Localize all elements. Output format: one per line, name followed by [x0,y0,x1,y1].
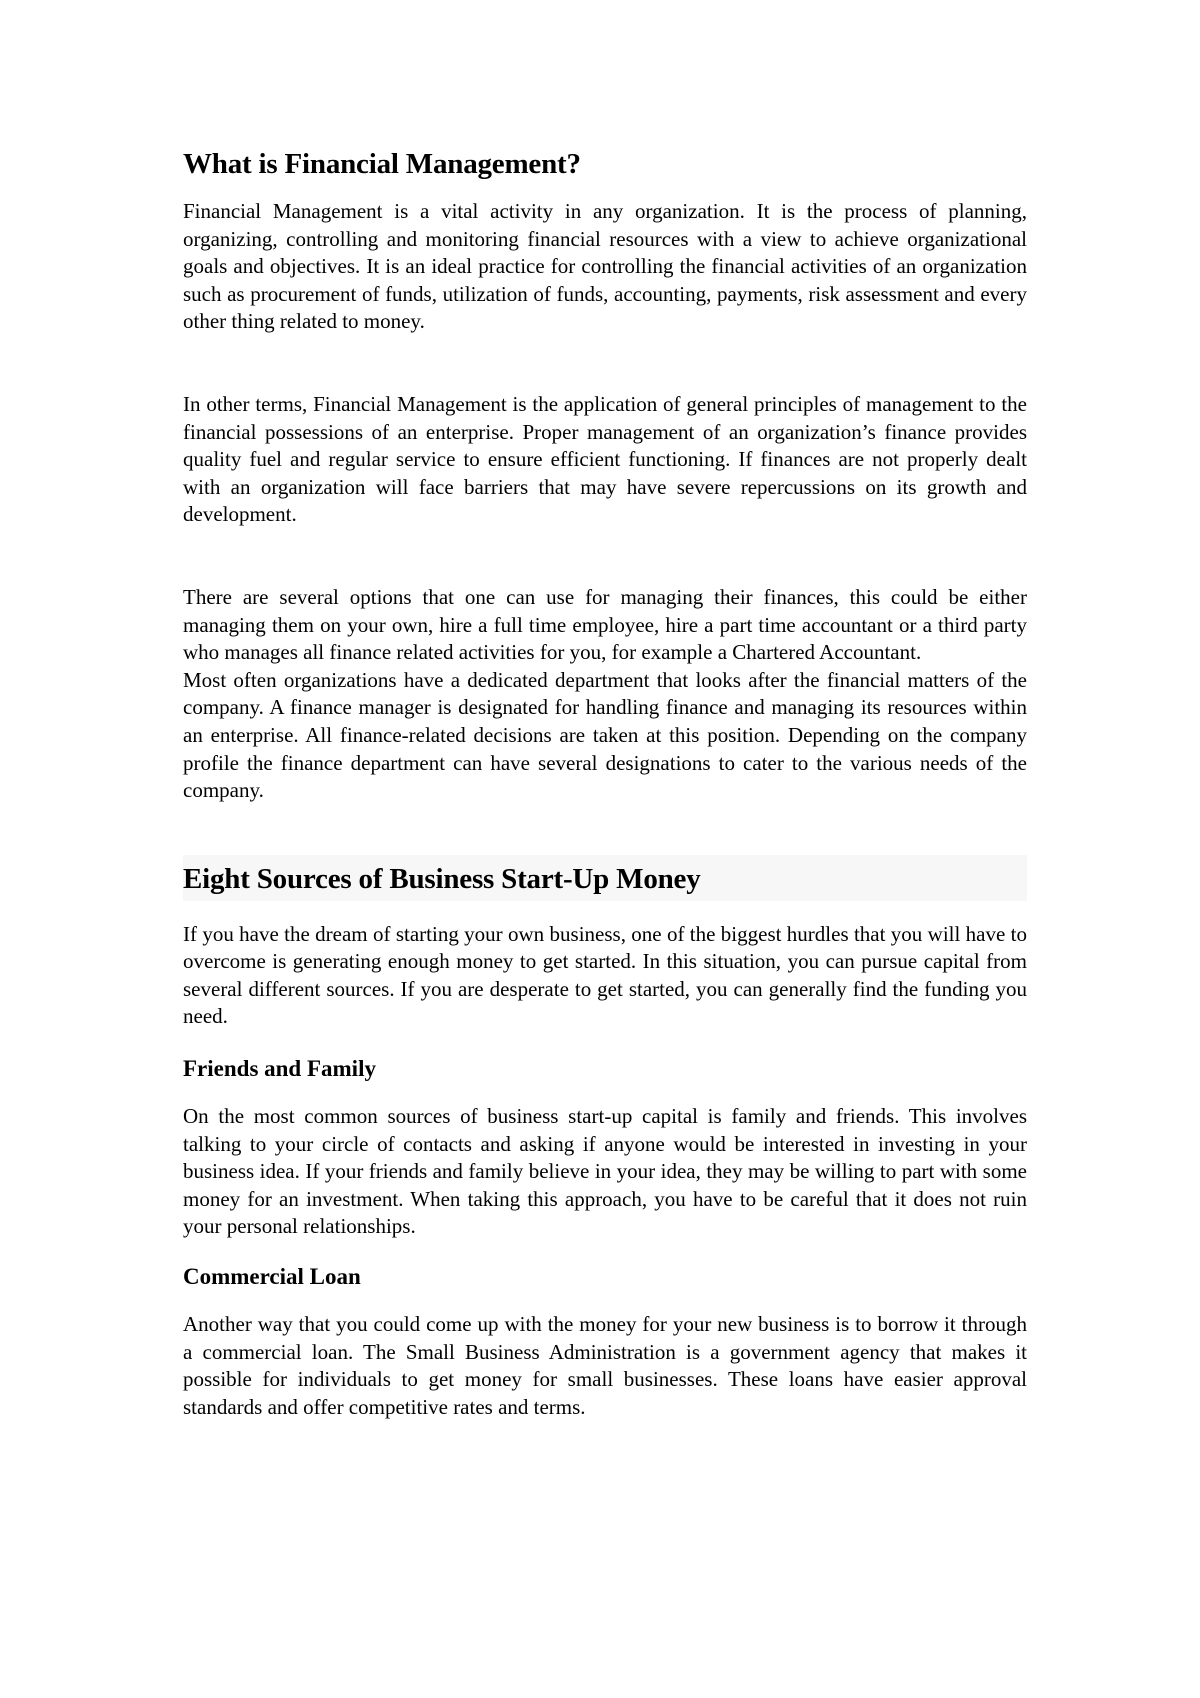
paragraph-financial-management-definition: Financial Management is a vital activity in any organization. It is the process of planning, organizing, controlling and monitoring financial resources with a view to achieve organizational goals and objectives. It is an ideal practice for controlling the financial activities of an organization such as procurement of funds, utilization of funds, accounting, payments, risk assessment and every other thing related to money. [183,199,1027,334]
heading-friends-and-family: Friends and Family [183,1056,376,1082]
paragraph-finance-department: Most often organizations have a dedicated department that looks after the financial matters of the company. A finance manager is designated for handling finance and managing its resources within an enterprise. All finance-related decisions are taken at this position. Depending on the company profile the finance department can have several designations to cater to the various needs of the company. [183,667,1027,803]
paragraph-commercial-loan: Another way that you could come up with the money for your new business is to borrow it through a commercial loan. The Small Business Administration is a government agency that makes it possible for individuals to get money for small businesses. These loans have easier approval standards and offer competitive rates and terms. [183,1312,1027,1419]
heading-eight-sources: Eight Sources of Business Start-Up Money [183,855,1027,901]
paragraph-friends-and-family: On the most common sources of business start-up capital is family and friends. This involves talking to your circle of contacts and asking if anyone would be interested in investing in your business idea. If your friends and family believe in your idea, they may be willing to part with some money for an investment. When taking this approach, you have to be careful that it does not ruin your personal relationships. [183,1104,1027,1239]
heading-what-is-financial-management: What is Financial Management? [183,148,581,180]
heading-commercial-loan: Commercial Loan [183,1264,361,1290]
paragraph-finance-options: There are several options that one can use for managing their finances, this could be either managing them on your own, hire a full time employee, hire a part time accountant or a third party who manages all finance related activities for you, for example a Chartered Accountant. [183,584,1027,665]
document-body [183,146,1027,1421]
paragraph-startup-intro: If you have the dream of starting your own business, one of the biggest hurdles that you will have to overcome is generating enough money to get started. In this situation, you can pursue capital from several different sources. If you are desperate to get started, you can generally find the funding you need. [183,921,1027,1029]
paragraph-financial-management-other-terms: In other terms, Financial Management is the application of general principles of management to the financial possessions of an enterprise. Proper management of an organization’s finance provides quality fuel and regular service to ensure efficient functioning. If finances are not properly dealt with an organization will face barriers that may have severe repercussions on its growth and development. [183,391,1027,527]
